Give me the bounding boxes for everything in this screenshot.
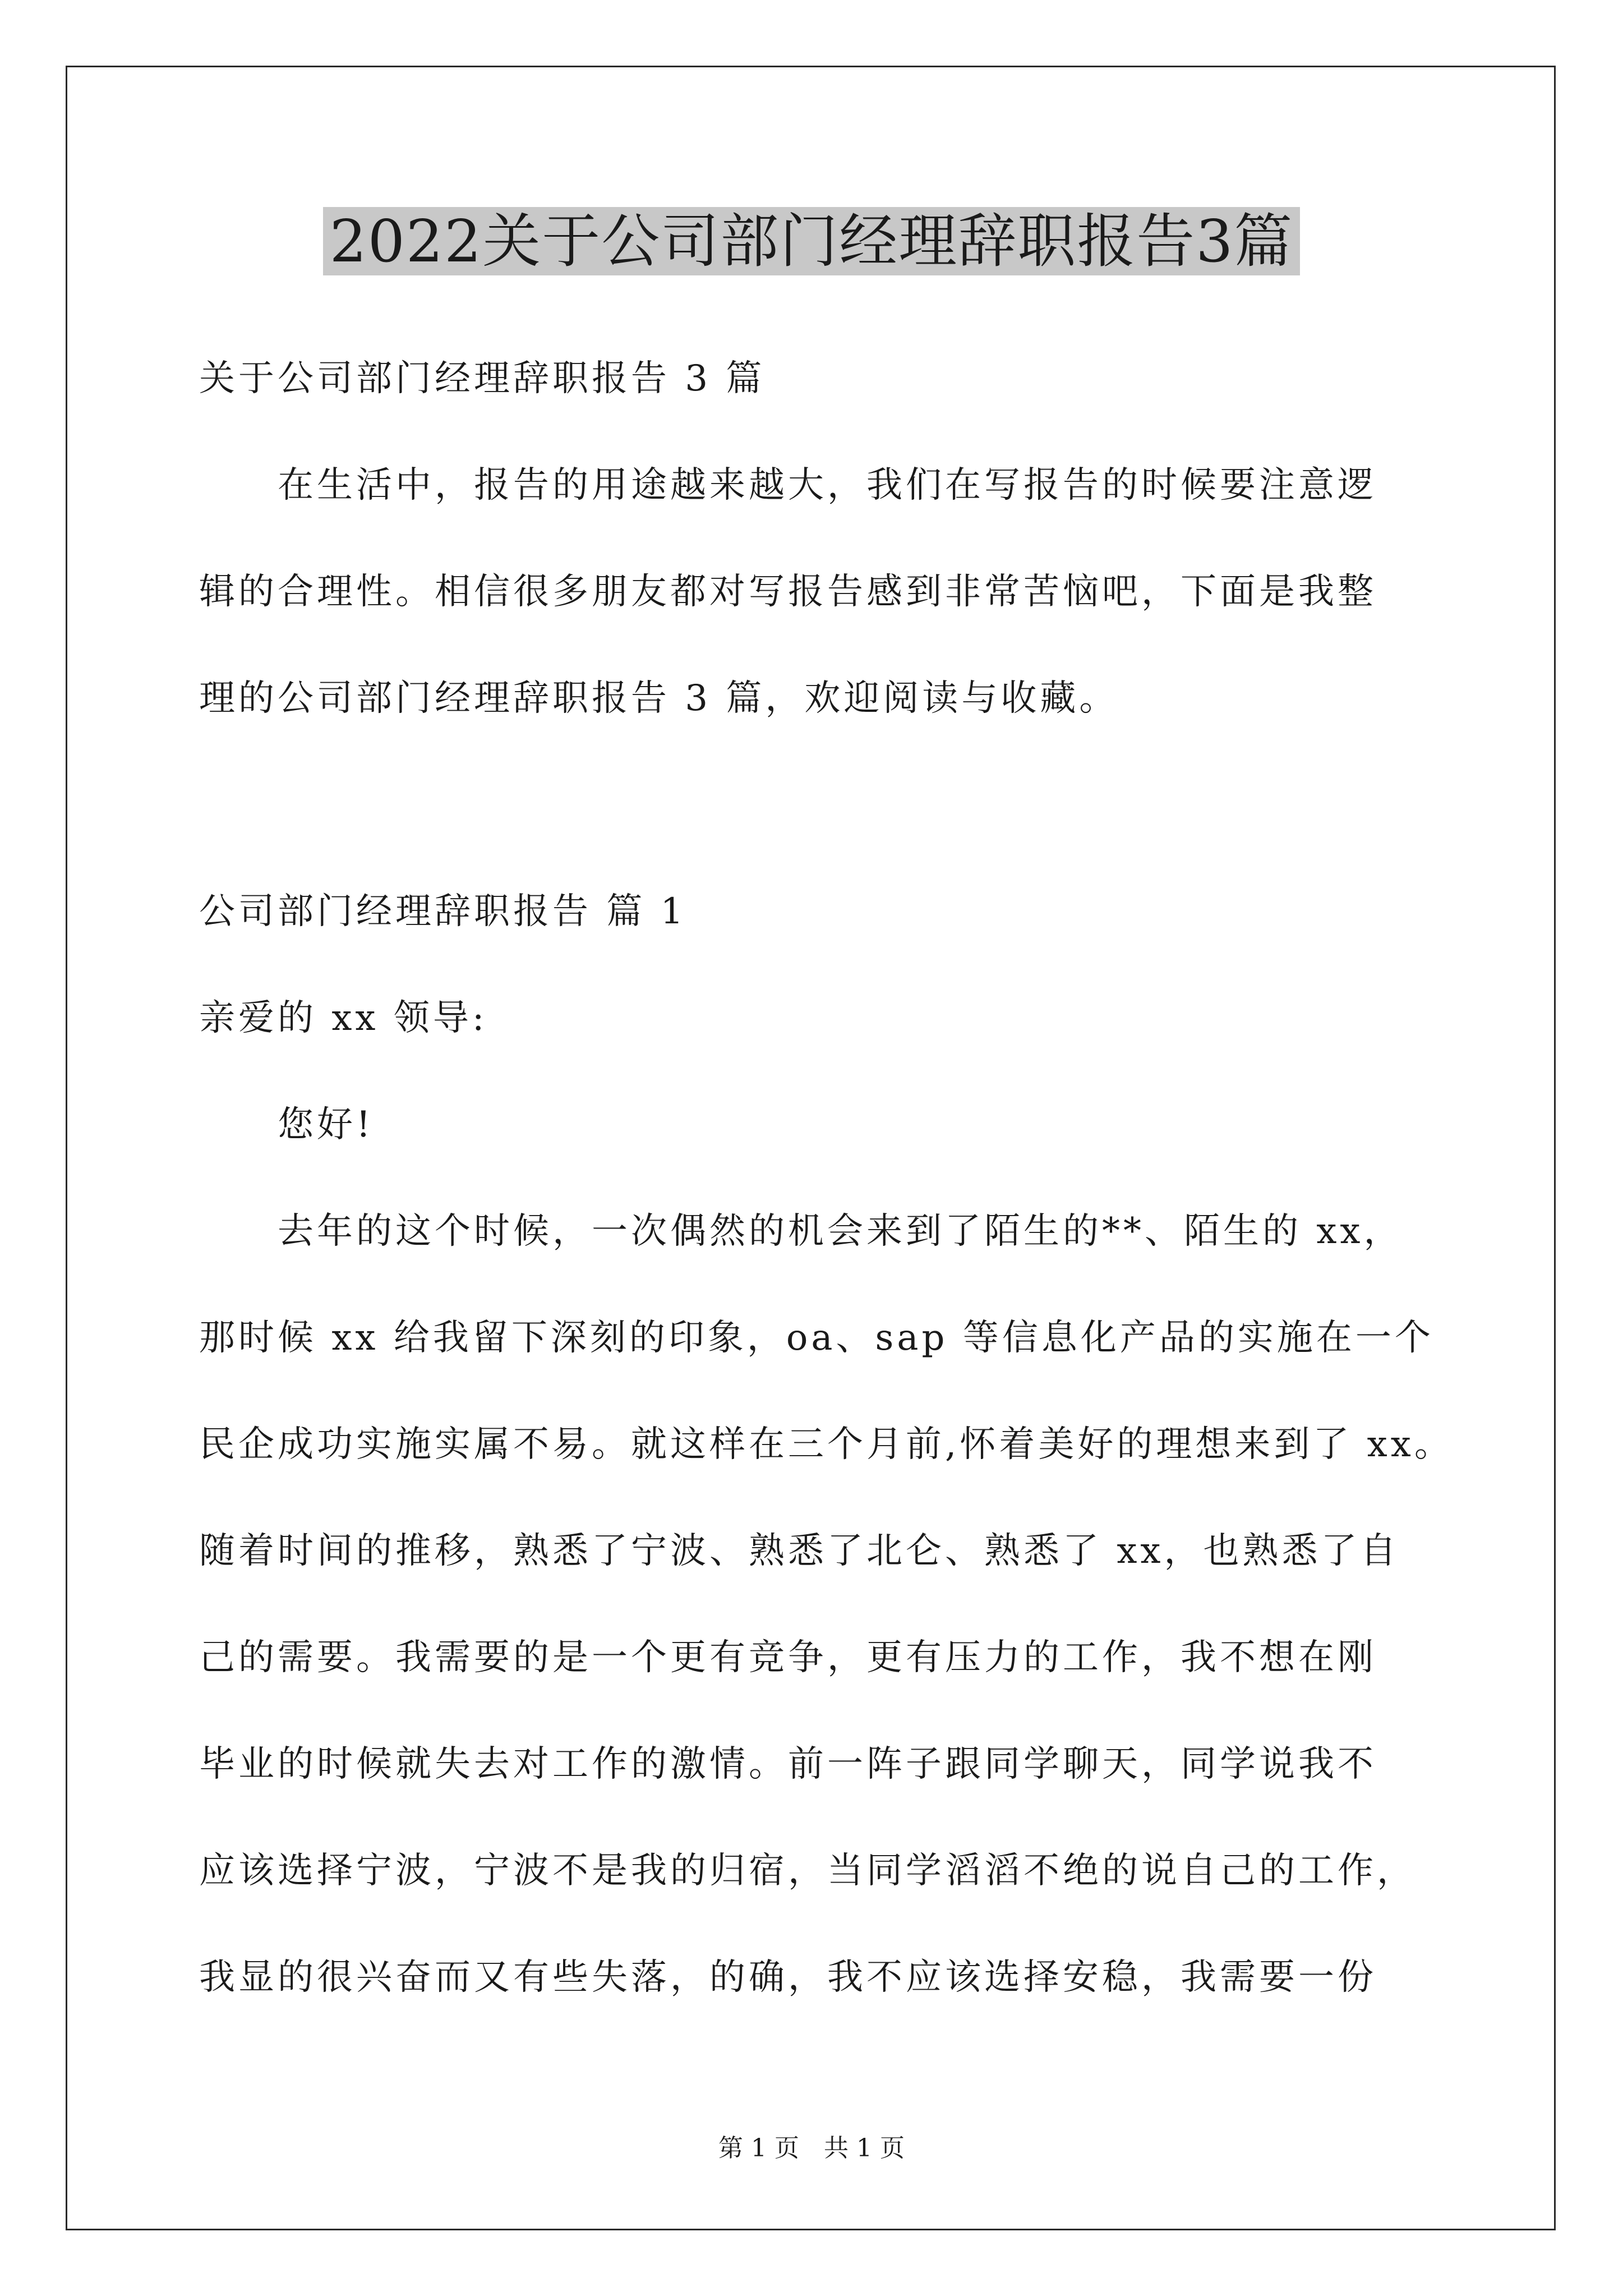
document-title-text: 2022关于公司部门经理辞职报告3篇 (323, 207, 1301, 275)
intro-line: 在生活中，报告的用途越来越大，我们在写报告的时候要注意逻 (199, 464, 1377, 506)
body-line: 随着时间的推移，熟悉了宁波、熟悉了北仑、熟悉了 xx，也熟悉了自 (199, 1530, 1400, 1572)
page-footer: 第 1 页 共 1 页 (718, 2134, 905, 2162)
intro-line: 辑的合理性。相信很多朋友都对写报告感到非常苦恼吧，下面是我整 (199, 571, 1377, 613)
body-line: 应该选择宁波，宁波不是我的归宿，当同学滔滔不绝的说自己的工作， (199, 1850, 1416, 1892)
body-line: 去年的这个时候，一次偶然的机会来到了陌生的**、陌生的 xx， (199, 1211, 1403, 1252)
section-heading: 公司部门经理辞职报告 篇 1 (199, 891, 687, 932)
body-line: 民企成功实施实属不易。就这样在三个月前,怀着美好的理想来到了 xx。 (199, 1424, 1454, 1465)
document-title (0, 202, 1623, 280)
subtitle: 关于公司部门经理辞职报告 3 篇 (199, 358, 766, 399)
greeting: 您好! (199, 1104, 374, 1145)
salutation: 亲爱的 xx 领导: (199, 997, 488, 1039)
body-line: 己的需要。我需要的是一个更有竞争，更有压力的工作，我不想在刚 (199, 1637, 1377, 1678)
intro-line: 理的公司部门经理辞职报告 3 篇，欢迎阅读与收藏。 (199, 678, 1119, 719)
body-line: 毕业的时候就失去对工作的激情。前一阵子跟同学聊天，同学说我不 (199, 1743, 1377, 1785)
body-line: 那时候 xx 给我留下深刻的印象，oa、sap 等信息化产品的实施在一个 (199, 1317, 1434, 1359)
body-line: 我显的很兴奋而又有些失落，的确，我不应该选择安稳，我需要一份 (199, 1957, 1377, 1998)
